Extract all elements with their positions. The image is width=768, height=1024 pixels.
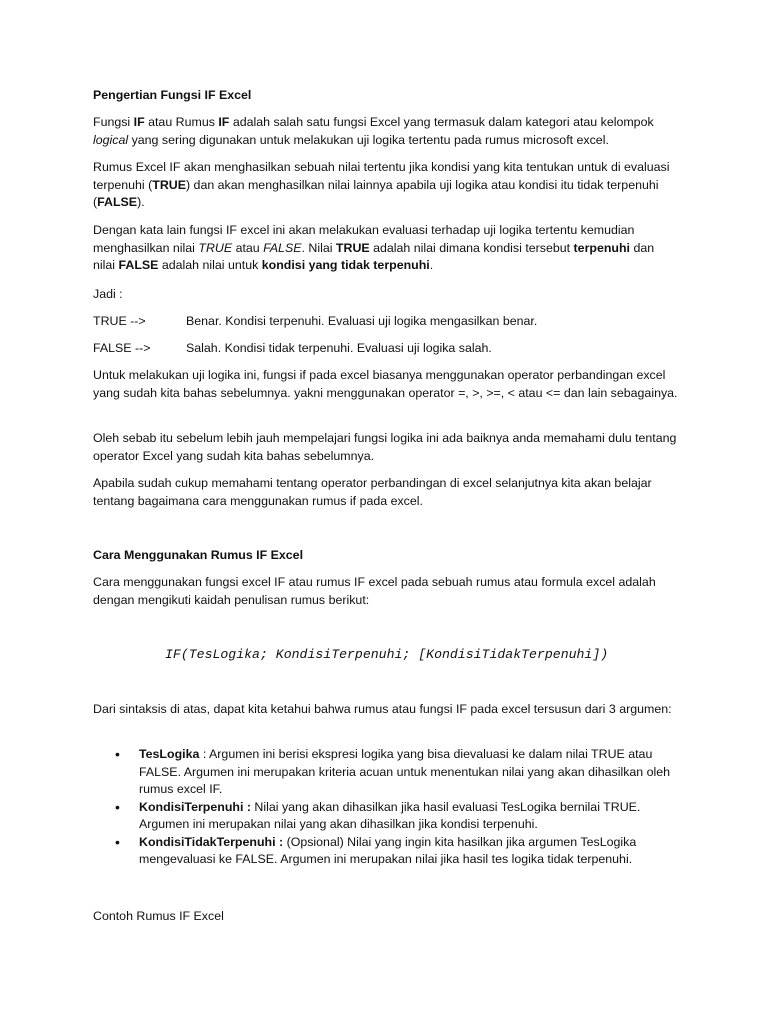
paragraph-next: Apabila sudah cukup memahami tentang operator perbandingan di excel selanjutnya kita akan belajar tentang bagaimana cara menggunakan rumus if pada excel. (93, 476, 652, 508)
heading-pengertian: Pengertian Fungsi IF Excel (93, 88, 252, 102)
false-label: FALSE --> (93, 341, 151, 355)
syntax-line: IF(TesLogika; KondisiTerpenuhi; [KondisiTidakTerpenuhi]) (165, 647, 609, 662)
heading-contoh: Contoh Rumus IF Excel (93, 909, 224, 923)
list-item: • KondisiTerpenuhi : Nilai yang akan dihasilkan jika hasil evaluasi TesLogika bernilai TRUE. Argumen ini merupakan nilai yang akan dihasilkan jika kondisi terpenuhi. (93, 799, 683, 834)
false-desc: Salah. Kondisi tidak terpenuhi. Evaluasi uji logika salah. (186, 341, 492, 355)
paragraph-evaluation: Dengan kata lain fungsi IF excel ini akan melakukan evaluasi terhadap uji logika tertentu kemudian menghasilkan nilai TRUE atau FALSE. Nilai TRUE adalah nilai dimana kondisi tersebut terpenuhi dan nilai FALSE adalah nilai untuk kondisi yang tidak terpenuhi. (93, 223, 655, 272)
heading-cara: Cara Menggunakan Rumus IF Excel (93, 548, 304, 562)
list-item: • KondisiTidakTerpenuhi : (Opsional) Nilai yang ingin kita hasilkan jika argumen TesLogika mengevaluasi ke FALSE. Argumen ini merupakan nilai jika hasil tes logika tidak terpenuhi. (93, 834, 683, 869)
paragraph-before: Oleh sebab itu sebelum lebih jauh mempelajari fungsi logika ini ada baiknya anda memahami dulu tentang operator Excel yang sudah kita bahas sebelumnya. (93, 431, 677, 463)
argument-list (93, 746, 683, 869)
paragraph-operators: Untuk melakukan uji logika ini, fungsi if pada excel biasanya menggunakan operator perbandingan excel yang sudah kita bahas sebelumnya. yakni menggunakan operator =, >, >=, < atau <= dan lain sebagainya. (93, 368, 678, 400)
paragraph-result: Rumus Excel IF akan menghasilkan sebuah nilai tertentu jika kondisi yang kita tentukan untuk di evaluasi terpenuhi (TRUE) dan akan menghasilkan nilai lainnya apabila uji logika atau kondisi itu tidak terpenuhi (FALSE). (93, 160, 670, 209)
paragraph-sintaksis: Dari sintaksis di atas, dapat kita ketahui bahwa rumus atau fungsi IF pada excel tersusun dari 3 argumen: (93, 702, 672, 716)
true-row (93, 313, 678, 331)
false-row (93, 340, 678, 358)
true-desc: Benar. Kondisi terpenuhi. Evaluasi uji logika mengasilkan benar. (186, 314, 538, 328)
jadi-label: Jadi : (93, 287, 123, 301)
paragraph-cara: Cara menggunakan fungsi excel IF atau rumus IF excel pada sebuah rumus atau formula excel adalah dengan mengikuti kaidah penulisan rumus berikut: (93, 575, 656, 607)
list-item: • TesLogika : Argumen ini berisi ekspresi logika yang bisa dievaluasi ke dalam nilai TRUE atau FALSE. Argumen ini merupakan kriteria acuan untuk menentukan nilai yang akan dihasilkan oleh rumus excel IF. (93, 746, 683, 799)
true-label: TRUE --> (93, 314, 146, 328)
paragraph-definition: Fungsi IF atau Rumus IF adalah salah satu fungsi Excel yang termasuk dalam kategori atau kelompok logical yang sering digunakan untuk melakukan uji logika tertentu pada rumus microsoft excel. (93, 115, 654, 147)
